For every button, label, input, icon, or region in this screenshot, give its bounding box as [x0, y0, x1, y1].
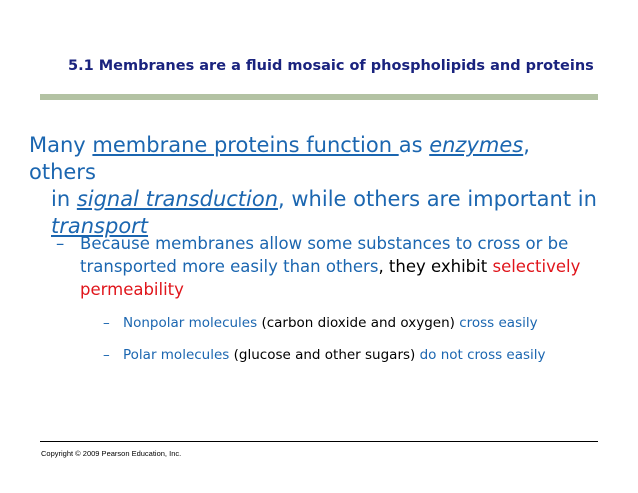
polar-examples: (glucose and other sugars) — [233, 347, 420, 363]
copyright-notice: Copyright © 2009 Pearson Education, Inc. — [41, 449, 182, 458]
sub-sub-text — [123, 314, 603, 332]
main-text-enzymes: enzymes — [429, 133, 524, 157]
sub-sub-bullet-polar — [103, 346, 603, 364]
main-text-others: , others — [29, 133, 530, 184]
main-text-as: as — [398, 133, 430, 157]
slide-title: 5.1 Membranes are a fluid mosaic of phospholipids and proteins — [68, 58, 594, 74]
main-text-transport: transport — [51, 214, 149, 238]
title-divider-bar — [40, 94, 598, 100]
main-text-1: Many — [29, 133, 93, 157]
main-text-while: , while others are important in — [278, 187, 597, 211]
polar-label: Polar molecules — [123, 347, 234, 363]
main-text-membrane-proteins: membrane proteins function — [92, 133, 399, 157]
nonpolar-examples: (carbon dioxide and oxygen) — [261, 315, 460, 331]
sub-sub-dash: – — [103, 315, 110, 331]
main-bullet — [29, 132, 599, 240]
sub-text-selectively-permeability: selectively permeability — [80, 257, 581, 299]
main-line-2 — [29, 186, 599, 213]
nonpolar-label: Nonpolar molecules — [123, 315, 262, 331]
sub-bullet-text — [80, 232, 596, 301]
sub-sub-text — [123, 346, 603, 364]
sub-sub-dash: – — [103, 347, 110, 363]
sub-text-because: Because membranes allow some substances to cross or be transported more easily than others — [80, 234, 569, 276]
sub-text-exhibit: , they exhibit — [378, 257, 493, 276]
sub-bullet — [56, 232, 596, 301]
footer-divider — [40, 441, 598, 442]
nonpolar-result: cross easily — [459, 315, 538, 331]
main-text-in: in — [51, 187, 77, 211]
sub-sub-bullet-nonpolar — [103, 314, 603, 332]
polar-result: do not cross easily — [419, 347, 546, 363]
sub-bullet-dash: – — [56, 234, 65, 253]
main-text-signal-transduction: signal transduction — [76, 187, 279, 211]
